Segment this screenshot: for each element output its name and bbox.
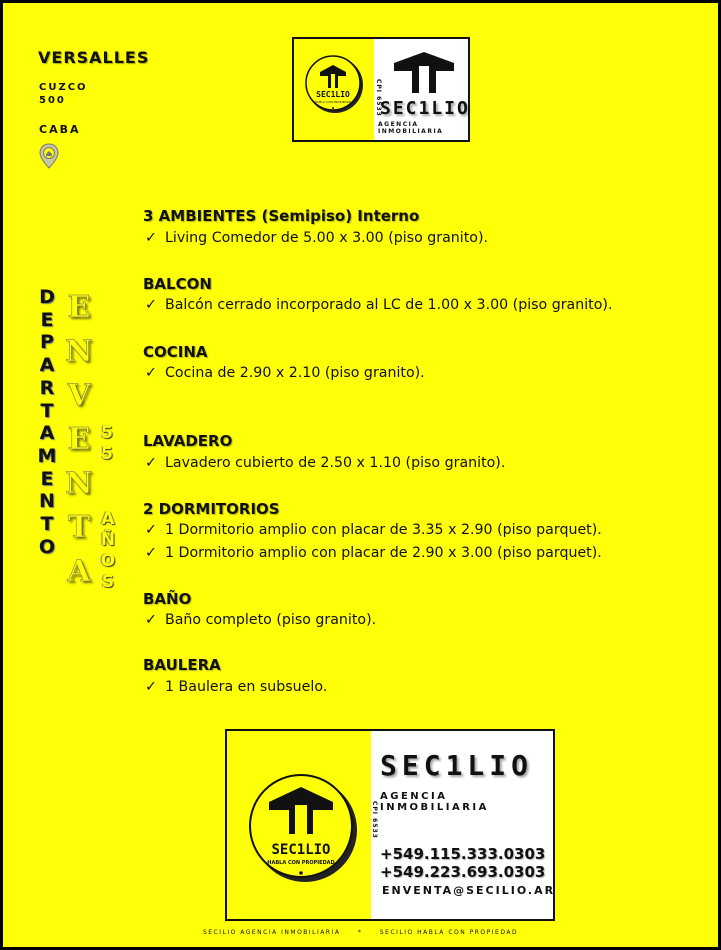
- letter: E: [67, 290, 91, 325]
- vertical-word-departamento: [37, 286, 57, 558]
- license-number-top: CPI 6533: [375, 79, 382, 117]
- footer: [3, 929, 718, 936]
- check-icon: ✓: [145, 365, 157, 381]
- footer-left: SECILIO AGENCIA INMOBILIARIA: [202, 929, 341, 936]
- flyer-page: [3, 3, 718, 947]
- section-title-baulera: BAULERA: [143, 656, 221, 674]
- check-icon: ✓: [145, 545, 157, 561]
- brand-name: SEC1LIO: [380, 749, 534, 782]
- brand-contact-card: [225, 729, 555, 921]
- letter: P: [40, 331, 54, 354]
- vertical-age-word: [99, 509, 117, 593]
- letter: A: [67, 554, 91, 589]
- location-pin-icon: [39, 143, 59, 169]
- list-item: [145, 297, 612, 313]
- letter: E: [40, 467, 54, 490]
- list-item: [145, 230, 488, 246]
- footer-separator: *: [357, 929, 363, 936]
- letter: N: [65, 334, 93, 369]
- item-text: 1 Dormitorio amplio con placar de 3.35 x 2.90 (piso parquet).: [165, 522, 602, 538]
- letter: A: [39, 422, 55, 445]
- item-text: 1 Dormitorio amplio con placar de 2.90 x 3.00 (piso parquet).: [165, 545, 602, 561]
- item-text: Balcón cerrado incorporado al LC de 1.00 x 3.00 (piso granito).: [165, 297, 613, 313]
- letter: E: [40, 308, 54, 331]
- vertical-word-enventa: [65, 286, 93, 594]
- section-title-balcon: BALCON: [143, 275, 212, 293]
- svg-text:SEC1LIO: SEC1LIO: [316, 90, 350, 99]
- check-icon: ✓: [145, 612, 157, 628]
- item-text: Lavadero cubierto de 2.50 x 1.10 (piso granito).: [165, 455, 506, 471]
- section-title-cocina: COCINA: [143, 343, 208, 361]
- check-icon: ✓: [145, 230, 157, 246]
- letter: N: [65, 466, 93, 501]
- check-icon: ✓: [145, 522, 157, 538]
- list-item: [145, 522, 602, 538]
- letter: M: [37, 444, 57, 467]
- building-name: VERSALLES: [38, 48, 150, 67]
- brand-agency-top: AGENCIA INMOBILIARIA: [378, 121, 444, 135]
- list-item: [145, 455, 505, 471]
- section-title-lavadero: LAVADERO: [143, 432, 233, 450]
- city-name: CABA: [39, 123, 81, 136]
- section-title-ambientes: 3 AMBIENTES (Semipiso) Interno: [143, 207, 420, 225]
- item-text: Baño completo (piso granito).: [165, 612, 377, 628]
- check-icon: ✓: [145, 679, 157, 695]
- letter: 5: [101, 423, 113, 443]
- email-link[interactable]: ENVENTA@SECILIO.AR: [382, 884, 556, 897]
- svg-text:SEC1LIO: SEC1LIO: [271, 842, 331, 858]
- letter: D: [39, 286, 55, 308]
- house-roof-icon: [392, 51, 456, 95]
- letter: O: [100, 551, 116, 571]
- letter: T: [40, 513, 54, 536]
- letter: R: [39, 376, 55, 399]
- list-item: [145, 612, 376, 628]
- phone-number-1[interactable]: +549.115.333.0303: [380, 845, 546, 863]
- letter: N: [39, 490, 55, 513]
- brand-name-top: SEC1LIO: [380, 98, 470, 119]
- letter: E: [67, 422, 91, 457]
- letter: O: [38, 535, 56, 558]
- brand-agency: AGENCIA INMOBILIARIA: [380, 791, 489, 813]
- brand-emblem-icon: [247, 772, 359, 884]
- item-text: Cocina de 2.90 x 2.10 (piso granito).: [165, 365, 425, 381]
- list-item: [145, 365, 425, 381]
- brand-emblem-icon: [304, 54, 364, 114]
- list-item: [145, 679, 327, 695]
- footer-right: SECILIO HABLA CON PROPIEDAD: [379, 929, 519, 936]
- letter: A: [101, 509, 115, 529]
- section-title-bano: BAÑO: [143, 590, 192, 608]
- phone-number-2[interactable]: +549.223.693.0303: [380, 863, 546, 881]
- svg-text:HABLA CON PROPIEDAD: HABLA CON PROPIEDAD: [314, 100, 352, 104]
- brand-logo-top: [292, 37, 470, 142]
- letter: T: [67, 510, 91, 545]
- check-icon: ✓: [145, 297, 157, 313]
- check-icon: ✓: [145, 455, 157, 471]
- svg-text:HABLA CON PROPIEDAD: HABLA CON PROPIEDAD: [267, 860, 335, 866]
- item-text: Living Comedor de 5.00 x 3.00 (piso granito).: [165, 230, 489, 246]
- license-number: CPI 6533: [371, 801, 378, 839]
- letter: T: [40, 399, 54, 422]
- letter: V: [67, 378, 91, 413]
- street-number: 500: [39, 95, 66, 106]
- vertical-age-number: [98, 423, 116, 465]
- list-item: [145, 545, 602, 561]
- letter: 5: [101, 444, 113, 464]
- item-text: 1 Baulera en subsuelo.: [165, 679, 328, 695]
- section-title-dormitorios: 2 DORMITORIOS: [143, 500, 280, 518]
- letter: Ñ: [100, 530, 116, 550]
- street-address: [39, 81, 99, 107]
- letter: S: [101, 572, 115, 592]
- street-name: CUZCO: [39, 82, 88, 93]
- letter: A: [39, 354, 55, 377]
